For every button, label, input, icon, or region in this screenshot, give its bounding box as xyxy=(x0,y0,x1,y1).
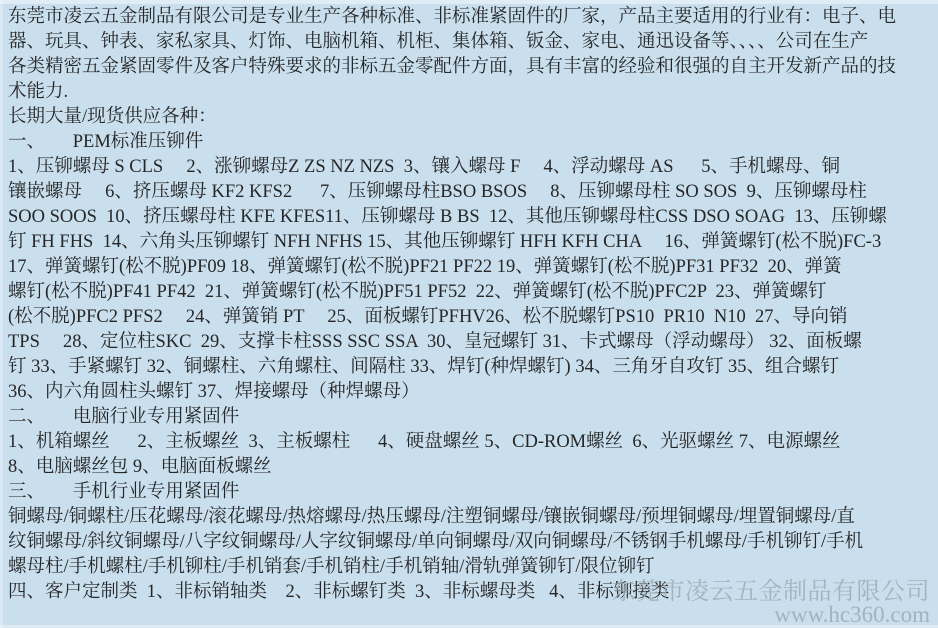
section-1-items-line-8: TPS 28、定位柱SKC 29、支撑卡柱SSS SSC SSA 30、皇冠螺钉 31、卡式螺母（浮动螺母） 32、面板螺 xyxy=(8,332,862,352)
section-1-items-line-10: 36、内六角圆柱头螺钉 37、焊接螺母（种焊螺母） xyxy=(8,382,420,402)
section-1-items-line-1: 1、压铆螺母 S CLS 2、涨铆螺母Z ZS NZ NZS 3、镶入螺母 F 4、浮动螺母 AS 5、手机螺母、铜 xyxy=(8,157,841,177)
section-1-items-line-6: 螺钉(松不脱)PF41 PF42 21、弹簧螺钉(松不脱)PF51 PF52 22、弹簧螺钉(松不脱)PFC2P 23、弹簧螺钉 xyxy=(8,282,827,302)
section-3-items-line-1: 铜螺母/铜螺柱/压花螺母/滚花螺母/热熔螺母/热压螺母/注塑铜螺母/镶嵌铜螺母/预埋铜螺母/埋置铜螺母/直 xyxy=(8,507,855,527)
intro-line-1: 东莞市凌云五金制品有限公司是专业生产各种标准、非标准紧固件的厂家，产品主要适用的行业有：电子、电 xyxy=(8,7,897,27)
supply-heading: 长期大量/现货供应各种： xyxy=(8,107,217,127)
section-3-items-line-3: 螺母柱/手机螺柱/手机铆柱/手机销套/手机销柱/手机销轴/滑轨弹簧铆钉/限位铆钉 xyxy=(8,557,655,577)
product-description-text xyxy=(8,5,932,605)
intro-line-2: 器、玩具、钟表、家私家具、灯饰、电脑机箱、机柜、集体箱、钣金、家电、通迅设备等、、、、公司在生产 xyxy=(8,32,869,52)
section-1-items-line-5: 17、弹簧螺钉(松不脱)PF09 18、弹簧螺钉(松不脱)PF21 PF22 19、弹簧螺钉(松不脱)PF31 PF32 20、弹簧 xyxy=(8,257,842,277)
section-3-title: 三、 手机行业专用紧固件 xyxy=(8,482,240,502)
section-4-line: 四、客户定制类 1、非标销轴类 2、非标螺钉类 3、非标螺母类 4、非标铆接类 xyxy=(8,582,670,602)
section-1-items-line-7: (松不脱)PFC2 PFS2 24、弹簧销 PT 25、面板螺钉PFHV26、松不脱螺钉PS10 PR10 N10 27、导向销 xyxy=(8,307,848,327)
section-1-items-line-3: SOO SOOS 10、挤压螺母柱 KFE KFES11、压铆螺母 B BS 12、其他压铆螺母柱CSS DSO SOAG 13、压铆螺 xyxy=(8,207,887,227)
section-2-title: 二、 电脑行业专用紧固件 xyxy=(8,407,240,427)
watermark-company-name: 东莞市凌云五金制品有限公司 xyxy=(611,579,930,605)
section-1-items-line-4: 钉 FH FHS 14、六角头压铆螺钉 NFH NFHS 15、其他压铆螺钉 HFH KFH CHA 16、弹簧螺钉(松不脱)FC-3 xyxy=(8,232,882,252)
section-1-title: 一、 PEM标准压铆件 xyxy=(8,132,204,152)
section-2-items-line-2: 8、电脑螺丝包 9、电脑面板螺丝 xyxy=(8,457,272,477)
section-1-items-line-9: 钉 33、手紧螺钉 32、铜螺柱、六角螺柱、间隔柱 33、焊钉(种焊螺钉) 34、三角牙自攻钉 35、组合螺钉 xyxy=(8,357,839,377)
watermark-site-url: www.hc360.com xyxy=(774,602,930,627)
section-2-items-line-1: 1、机箱螺丝 2、主板螺丝 3、主板螺柱 4、硬盘螺丝 5、CD-ROM螺丝 6、光驱螺丝 7、电源螺丝 xyxy=(8,432,841,452)
intro-line-3: 各类精密五金紧固零件及客户特殊要求的非标五金零配件方面，具有丰富的经验和很强的自主开发新产品的技 xyxy=(8,57,897,77)
section-3-items-line-2: 纹铜螺母/斜纹铜螺母/八字纹铜螺母/人字纹铜螺母/单向铜螺母/双向铜螺母/不锈钢手机螺母/手机铆钉/手机 xyxy=(8,532,864,552)
section-1-items-line-2: 镶嵌螺母 6、挤压螺母 KF2 KFS2 7、压铆螺母柱BSO BSOS 8、压铆螺母柱 SO SOS 9、压铆螺母柱 xyxy=(8,182,867,202)
intro-line-4: 术能力. xyxy=(8,82,69,102)
